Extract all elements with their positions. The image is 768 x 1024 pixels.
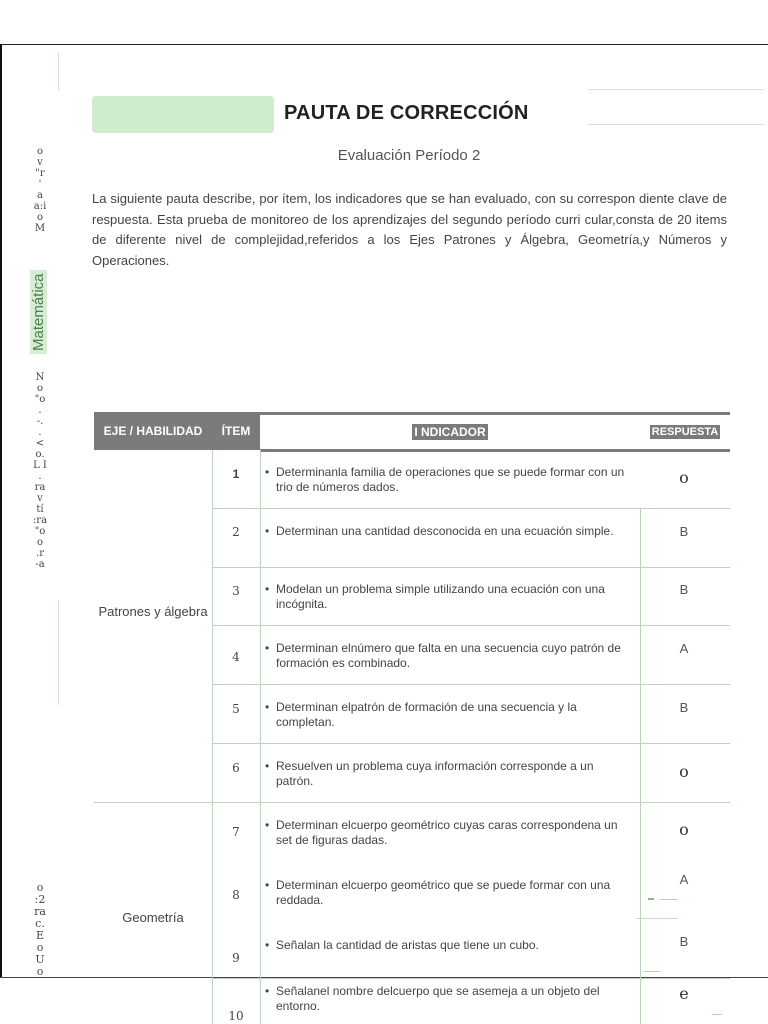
indicator-text: • Señalan la cantidad de aristas que tiene un cubo. (265, 938, 539, 952)
answer-key: o (679, 468, 689, 487)
answer-key: e (679, 984, 689, 1003)
grid-line (260, 450, 261, 1024)
side-glyphs-top: o v "r ' a a:i o M (33, 146, 47, 234)
item-number: 6 (232, 761, 240, 775)
header-rule (588, 124, 764, 125)
intro-paragraph: La siguiente pauta describe, por ítem, los indicadores que se han evaluado, con su correspon diente clave de respuesta. Esta prueba de monitoreo de los aprendizajes del segundo período curri cular,consta de 20 items de diferente nivel de complejidad,referidos a los Ejes Patrones y Álgebra, Geometría,y Números y Operaciones. (92, 191, 727, 268)
page-top-border (0, 44, 768, 45)
title-accent-bar (92, 96, 274, 133)
item-number: 2 (232, 525, 240, 539)
indicator-text: • Resuelven un problema cuya información corresponde a un patrón. (265, 759, 594, 788)
margin-rule (58, 52, 59, 90)
item-number: 9 (232, 951, 240, 965)
header-respuesta: RESPUESTA (651, 426, 719, 438)
answer-key: A (679, 872, 689, 887)
indicator-text: • Modelan un problema simple utilizando una ecuación con una incógnita. (265, 582, 605, 611)
subject-label: Matemática (30, 270, 47, 354)
item-number: 10 (228, 1009, 244, 1023)
table-header (94, 412, 730, 450)
indicator-text: • Determinan elcuerpo geométrico que se puede formar con una reddada. (265, 878, 611, 907)
grid-line (212, 684, 730, 685)
grid-line (212, 567, 730, 568)
scan-mark (636, 918, 678, 919)
indicator-text: • Determinan elpatrón de formación de una secuencia y la completan. (265, 700, 577, 729)
item-number: 7 (232, 825, 240, 839)
answer-key: A (679, 641, 689, 656)
header-indicador-cell (260, 412, 640, 452)
answer-key: B (679, 524, 689, 539)
grid-line (212, 978, 730, 979)
answer-key: B (679, 582, 689, 597)
page-left-border (0, 44, 2, 978)
side-glyphs-middle: N o "o . -. . < o. L I . ra v tí :ra "o o .r -a (32, 372, 48, 570)
header-eje: EJE / HABILIDAD (94, 412, 212, 450)
header-indicador: I NDICADOR (414, 425, 486, 439)
grid-line (212, 625, 730, 626)
indicator-text: • Determinan elcuerpo geométrico cuyas caras correspondena un set de figuras dadas. (265, 818, 618, 847)
header-item: ÍTEM (212, 412, 260, 450)
grid-line (94, 802, 730, 803)
item-number: 3 (232, 584, 240, 598)
answer-key: o (679, 820, 689, 839)
item-number: 8 (232, 888, 240, 902)
margin-rule (58, 600, 59, 705)
grid-line (212, 508, 730, 509)
grid-line (212, 743, 730, 744)
scan-mark (660, 899, 678, 900)
scan-mark (644, 971, 660, 972)
correction-table (94, 412, 730, 1024)
header-rule (588, 89, 764, 90)
indicator-text: • Determinan elnúmero que falta en una secuencia cuyo patrón de formación es combinado. (265, 641, 621, 670)
indicator-text: • Señalanel nombre delcuerpo que se asemeja a un objeto del entorno. (265, 984, 600, 1013)
page-subtitle: Evaluación Período 2 (337, 147, 481, 164)
item-number: 4 (232, 650, 240, 664)
header-respuesta-cell (640, 412, 730, 452)
item-number: 1 (232, 467, 240, 481)
answer-key: B (679, 934, 689, 949)
answer-key: B (679, 700, 689, 715)
side-glyphs-bottom: o :2 ra c. E o U o (34, 881, 46, 978)
scan-mark (648, 898, 654, 900)
page-title: PAUTA DE CORRECCIÓN (284, 102, 529, 124)
item-number: 5 (232, 702, 240, 716)
indicator-text: • Determinan una cantidad desconocida en una ecuación simple. (265, 524, 614, 538)
indicator-text: • Determinanla familia de operaciones que se puede formar con un trio de números dados. (265, 465, 625, 494)
group-label-patrones: Patrones y álgebra (98, 604, 208, 619)
scan-mark (712, 1014, 722, 1015)
answer-key: o (679, 762, 689, 781)
group-label-geometria: Geometría (122, 910, 184, 925)
